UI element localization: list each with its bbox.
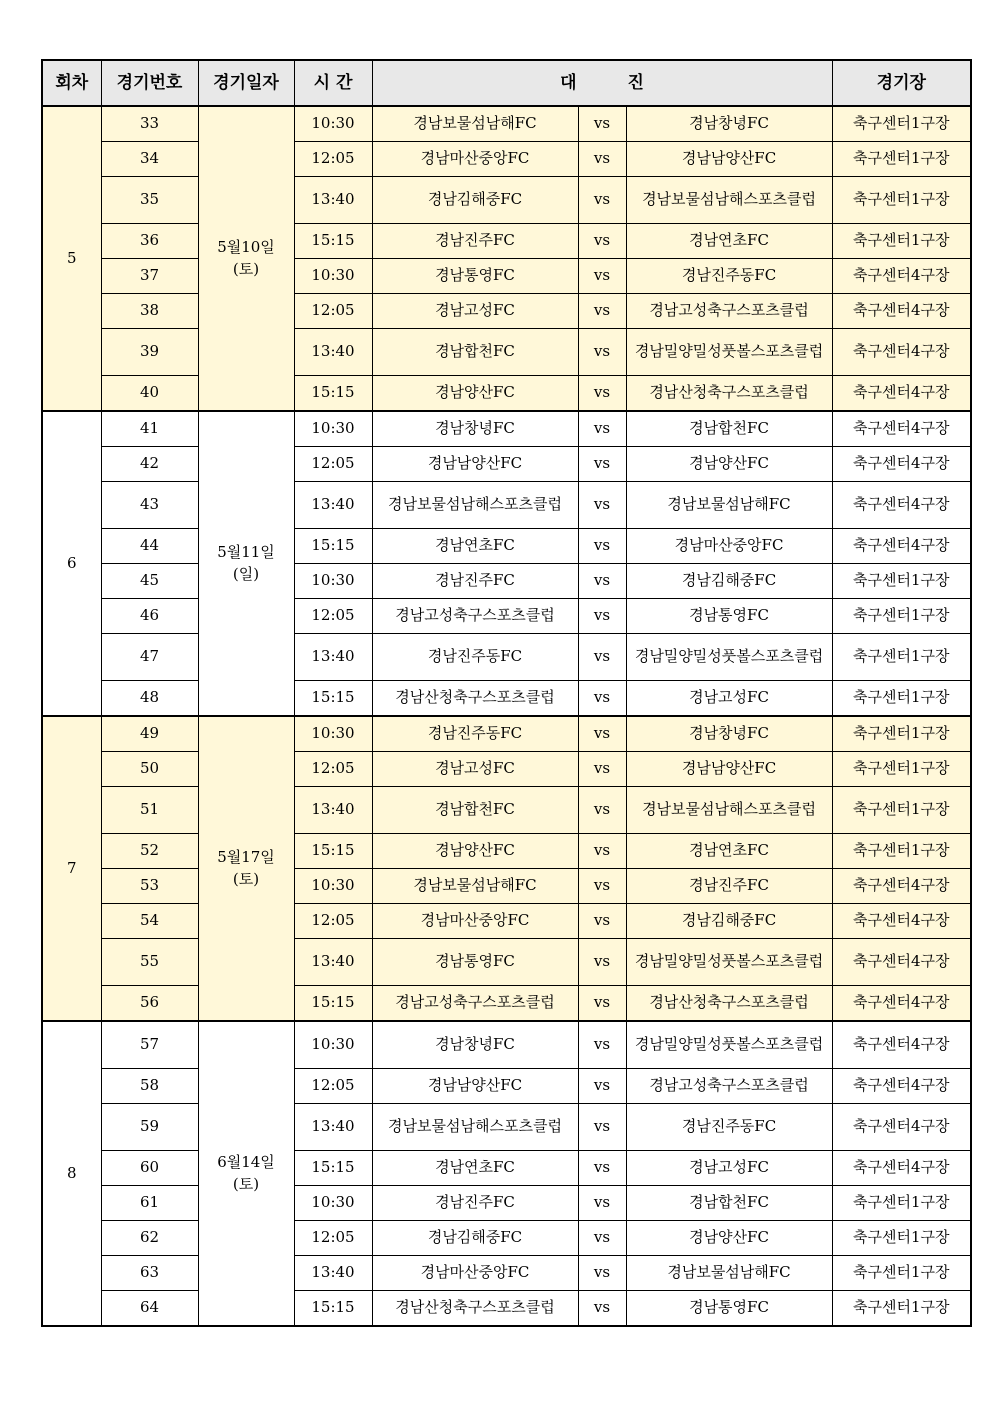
away-team-cell: 경남김해중FC xyxy=(626,564,832,599)
vs-cell: vs xyxy=(578,447,626,482)
home-team-cell: 경남산청축구스포츠클럽 xyxy=(372,1291,578,1327)
away-team-cell: 경남합천FC xyxy=(626,411,832,447)
time-cell: 13:40 xyxy=(294,787,372,834)
match-no-cell: 34 xyxy=(101,142,198,177)
match-no-cell: 51 xyxy=(101,787,198,834)
table-row xyxy=(42,681,971,717)
match-no-cell: 39 xyxy=(101,329,198,376)
match-date: 6월14일 xyxy=(217,1152,275,1171)
vs-cell: vs xyxy=(578,482,626,529)
table-row xyxy=(42,716,971,752)
vs-cell: vs xyxy=(578,834,626,869)
venue-cell: 축구센터4구장 xyxy=(832,329,971,376)
away-team-cell: 경남남양산FC xyxy=(626,752,832,787)
vs-cell: vs xyxy=(578,869,626,904)
date-cell xyxy=(198,1021,294,1326)
match-no-cell: 61 xyxy=(101,1186,198,1221)
away-team-cell: 경남밀양밀성풋볼스포츠클럽 xyxy=(626,939,832,986)
away-team-cell: 경남합천FC xyxy=(626,1186,832,1221)
match-no-cell: 60 xyxy=(101,1151,198,1186)
match-no-cell: 45 xyxy=(101,564,198,599)
vs-cell: vs xyxy=(578,986,626,1022)
time-cell: 10:30 xyxy=(294,1021,372,1069)
venue-cell: 축구센터1구장 xyxy=(832,1186,971,1221)
table-row xyxy=(42,376,971,412)
vs-cell: vs xyxy=(578,1256,626,1291)
table-row xyxy=(42,294,971,329)
time-cell: 12:05 xyxy=(294,1069,372,1104)
match-no-cell: 63 xyxy=(101,1256,198,1291)
away-team-cell: 경남김해중FC xyxy=(626,904,832,939)
vs-cell: vs xyxy=(578,1291,626,1327)
home-team-cell: 경남고성FC xyxy=(372,752,578,787)
away-team-cell: 경남양산FC xyxy=(626,1221,832,1256)
vs-cell: vs xyxy=(578,106,626,142)
schedule-body xyxy=(42,106,971,1326)
away-team-cell: 경남진주동FC xyxy=(626,1104,832,1151)
table-row xyxy=(42,1221,971,1256)
match-day-of-week: (토) xyxy=(232,1174,260,1193)
home-team-cell: 경남산청축구스포츠클럽 xyxy=(372,681,578,717)
table-row xyxy=(42,224,971,259)
venue-cell: 축구센터4구장 xyxy=(832,447,971,482)
venue-cell: 축구센터1구장 xyxy=(832,142,971,177)
table-row xyxy=(42,1069,971,1104)
table-row xyxy=(42,1186,971,1221)
away-team-cell: 경남밀양밀성풋볼스포츠클럽 xyxy=(626,329,832,376)
round-cell: 5 xyxy=(42,106,101,411)
match-date: 5월10일 xyxy=(217,237,275,256)
venue-cell: 축구센터1구장 xyxy=(832,1256,971,1291)
round-cell: 8 xyxy=(42,1021,101,1326)
venue-cell: 축구센터1구장 xyxy=(832,834,971,869)
table-row xyxy=(42,329,971,376)
match-day-of-week: (토) xyxy=(232,259,260,278)
header-row xyxy=(42,60,971,106)
time-cell: 10:30 xyxy=(294,716,372,752)
home-team-cell: 경남합천FC xyxy=(372,787,578,834)
time-cell: 10:30 xyxy=(294,259,372,294)
vs-cell: vs xyxy=(578,142,626,177)
match-no-cell: 43 xyxy=(101,482,198,529)
home-team-cell: 경남양산FC xyxy=(372,376,578,412)
table-row xyxy=(42,564,971,599)
match-no-cell: 59 xyxy=(101,1104,198,1151)
venue-cell: 축구센터4구장 xyxy=(832,1104,971,1151)
match-date: 5월11일 xyxy=(217,542,275,561)
away-team-cell: 경남밀양밀성풋볼스포츠클럽 xyxy=(626,1021,832,1069)
time-cell: 15:15 xyxy=(294,681,372,717)
home-team-cell: 경남연초FC xyxy=(372,529,578,564)
time-cell: 13:40 xyxy=(294,1104,372,1151)
table-row xyxy=(42,177,971,224)
time-cell: 13:40 xyxy=(294,939,372,986)
time-cell: 12:05 xyxy=(294,752,372,787)
time-cell: 10:30 xyxy=(294,564,372,599)
away-team-cell: 경남보물섬남해FC xyxy=(626,1256,832,1291)
time-cell: 15:15 xyxy=(294,376,372,412)
table-row xyxy=(42,939,971,986)
venue-cell: 축구센터1구장 xyxy=(832,681,971,717)
time-cell: 13:40 xyxy=(294,482,372,529)
table-row xyxy=(42,1291,971,1327)
venue-cell: 축구센터1구장 xyxy=(832,716,971,752)
date-cell xyxy=(198,411,294,716)
away-team-cell: 경남남양산FC xyxy=(626,142,832,177)
vs-cell: vs xyxy=(578,224,626,259)
match-no-cell: 64 xyxy=(101,1291,198,1327)
table-row xyxy=(42,834,971,869)
time-cell: 12:05 xyxy=(294,599,372,634)
away-team-cell: 경남산청축구스포츠클럽 xyxy=(626,986,832,1022)
match-no-cell: 54 xyxy=(101,904,198,939)
match-no-cell: 44 xyxy=(101,529,198,564)
table-row xyxy=(42,1256,971,1291)
home-team-cell: 경남연초FC xyxy=(372,1151,578,1186)
match-no-cell: 47 xyxy=(101,634,198,681)
venue-cell: 축구센터1구장 xyxy=(832,634,971,681)
venue-cell: 축구센터1구장 xyxy=(832,599,971,634)
time-cell: 13:40 xyxy=(294,1256,372,1291)
away-team-cell: 경남연초FC xyxy=(626,224,832,259)
away-team-cell: 경남산청축구스포츠클럽 xyxy=(626,376,832,412)
header-round: 회차 xyxy=(42,60,101,106)
vs-cell: vs xyxy=(578,259,626,294)
match-date: 5월17일 xyxy=(217,847,275,866)
home-team-cell: 경남남양산FC xyxy=(372,1069,578,1104)
table-row xyxy=(42,1021,971,1069)
home-team-cell: 경남마산중앙FC xyxy=(372,142,578,177)
table-row xyxy=(42,529,971,564)
away-team-cell: 경남통영FC xyxy=(626,1291,832,1327)
time-cell: 15:15 xyxy=(294,986,372,1022)
venue-cell: 축구센터4구장 xyxy=(832,1151,971,1186)
home-team-cell: 경남남양산FC xyxy=(372,447,578,482)
venue-cell: 축구센터4구장 xyxy=(832,294,971,329)
away-team-cell: 경남마산중앙FC xyxy=(626,529,832,564)
home-team-cell: 경남마산중앙FC xyxy=(372,904,578,939)
match-no-cell: 38 xyxy=(101,294,198,329)
match-no-cell: 40 xyxy=(101,376,198,412)
venue-cell: 축구센터4구장 xyxy=(832,1021,971,1069)
match-no-cell: 56 xyxy=(101,986,198,1022)
vs-cell: vs xyxy=(578,1151,626,1186)
home-team-cell: 경남진주FC xyxy=(372,224,578,259)
table-row xyxy=(42,482,971,529)
home-team-cell: 경남고성FC xyxy=(372,294,578,329)
vs-cell: vs xyxy=(578,599,626,634)
header-matchup: 대 진 xyxy=(372,60,832,106)
away-team-cell: 경남진주FC xyxy=(626,869,832,904)
vs-cell: vs xyxy=(578,1104,626,1151)
home-team-cell: 경남보물섬남해FC xyxy=(372,106,578,142)
time-cell: 12:05 xyxy=(294,294,372,329)
date-cell xyxy=(198,716,294,1021)
match-no-cell: 53 xyxy=(101,869,198,904)
away-team-cell: 경남보물섬남해FC xyxy=(626,482,832,529)
vs-cell: vs xyxy=(578,329,626,376)
table-row xyxy=(42,634,971,681)
time-cell: 12:05 xyxy=(294,1221,372,1256)
venue-cell: 축구센터1구장 xyxy=(832,106,971,142)
match-no-cell: 41 xyxy=(101,411,198,447)
table-row xyxy=(42,106,971,142)
match-no-cell: 37 xyxy=(101,259,198,294)
home-team-cell: 경남보물섬남해스포츠클럽 xyxy=(372,482,578,529)
match-no-cell: 49 xyxy=(101,716,198,752)
table-row xyxy=(42,599,971,634)
vs-cell: vs xyxy=(578,1186,626,1221)
match-day-of-week: (일) xyxy=(232,564,260,583)
table-row xyxy=(42,447,971,482)
venue-cell: 축구센터4구장 xyxy=(832,376,971,412)
time-cell: 15:15 xyxy=(294,224,372,259)
away-team-cell: 경남창녕FC xyxy=(626,106,832,142)
home-team-cell: 경남김해중FC xyxy=(372,177,578,224)
home-team-cell: 경남진주동FC xyxy=(372,716,578,752)
header-time: 시 간 xyxy=(294,60,372,106)
vs-cell: vs xyxy=(578,787,626,834)
time-cell: 13:40 xyxy=(294,634,372,681)
home-team-cell: 경남고성축구스포츠클럽 xyxy=(372,986,578,1022)
venue-cell: 축구센터4구장 xyxy=(832,869,971,904)
venue-cell: 축구센터1구장 xyxy=(832,1221,971,1256)
venue-cell: 축구센터1구장 xyxy=(832,224,971,259)
vs-cell: vs xyxy=(578,904,626,939)
match-no-cell: 42 xyxy=(101,447,198,482)
away-team-cell: 경남진주동FC xyxy=(626,259,832,294)
home-team-cell: 경남보물섬남해FC xyxy=(372,869,578,904)
time-cell: 15:15 xyxy=(294,1291,372,1327)
match-no-cell: 55 xyxy=(101,939,198,986)
home-team-cell: 경남진주동FC xyxy=(372,634,578,681)
time-cell: 12:05 xyxy=(294,904,372,939)
away-team-cell: 경남고성FC xyxy=(626,681,832,717)
match-no-cell: 35 xyxy=(101,177,198,224)
venue-cell: 축구센터1구장 xyxy=(832,1291,971,1327)
table-row xyxy=(42,1151,971,1186)
vs-cell: vs xyxy=(578,411,626,447)
venue-cell: 축구센터1구장 xyxy=(832,177,971,224)
vs-cell: vs xyxy=(578,752,626,787)
venue-cell: 축구센터1구장 xyxy=(832,787,971,834)
table-row xyxy=(42,142,971,177)
away-team-cell: 경남고성축구스포츠클럽 xyxy=(626,294,832,329)
match-no-cell: 62 xyxy=(101,1221,198,1256)
venue-cell: 축구센터1구장 xyxy=(832,564,971,599)
time-cell: 13:40 xyxy=(294,329,372,376)
match-schedule-table xyxy=(41,59,972,1327)
time-cell: 15:15 xyxy=(294,834,372,869)
header-match-no: 경기번호 xyxy=(101,60,198,106)
venue-cell: 축구센터4구장 xyxy=(832,904,971,939)
time-cell: 12:05 xyxy=(294,142,372,177)
home-team-cell: 경남김해중FC xyxy=(372,1221,578,1256)
venue-cell: 축구센터4구장 xyxy=(832,482,971,529)
vs-cell: vs xyxy=(578,529,626,564)
table-row xyxy=(42,787,971,834)
venue-cell: 축구센터4구장 xyxy=(832,939,971,986)
date-cell xyxy=(198,106,294,411)
time-cell: 10:30 xyxy=(294,1186,372,1221)
table-row xyxy=(42,1104,971,1151)
time-cell: 15:15 xyxy=(294,1151,372,1186)
time-cell: 10:30 xyxy=(294,411,372,447)
venue-cell: 축구센터4구장 xyxy=(832,1069,971,1104)
away-team-cell: 경남연초FC xyxy=(626,834,832,869)
venue-cell: 축구센터4구장 xyxy=(832,986,971,1022)
venue-cell: 축구센터1구장 xyxy=(832,752,971,787)
header-venue: 경기장 xyxy=(832,60,971,106)
time-cell: 13:40 xyxy=(294,177,372,224)
vs-cell: vs xyxy=(578,681,626,717)
match-no-cell: 50 xyxy=(101,752,198,787)
match-day-of-week: (토) xyxy=(232,869,260,888)
away-team-cell: 경남고성축구스포츠클럽 xyxy=(626,1069,832,1104)
home-team-cell: 경남진주FC xyxy=(372,1186,578,1221)
away-team-cell: 경남보물섬남해스포츠클럽 xyxy=(626,787,832,834)
header-date: 경기일자 xyxy=(198,60,294,106)
home-team-cell: 경남양산FC xyxy=(372,834,578,869)
home-team-cell: 경남창녕FC xyxy=(372,1021,578,1069)
table-row xyxy=(42,259,971,294)
time-cell: 10:30 xyxy=(294,869,372,904)
away-team-cell: 경남양산FC xyxy=(626,447,832,482)
table-row xyxy=(42,752,971,787)
round-cell: 6 xyxy=(42,411,101,716)
time-cell: 12:05 xyxy=(294,447,372,482)
vs-cell: vs xyxy=(578,376,626,412)
vs-cell: vs xyxy=(578,634,626,681)
vs-cell: vs xyxy=(578,177,626,224)
home-team-cell: 경남고성축구스포츠클럽 xyxy=(372,599,578,634)
table-row xyxy=(42,904,971,939)
round-cell: 7 xyxy=(42,716,101,1021)
vs-cell: vs xyxy=(578,1021,626,1069)
match-no-cell: 48 xyxy=(101,681,198,717)
home-team-cell: 경남진주FC xyxy=(372,564,578,599)
home-team-cell: 경남마산중앙FC xyxy=(372,1256,578,1291)
table-row xyxy=(42,869,971,904)
home-team-cell: 경남통영FC xyxy=(372,939,578,986)
match-no-cell: 58 xyxy=(101,1069,198,1104)
vs-cell: vs xyxy=(578,564,626,599)
home-team-cell: 경남창녕FC xyxy=(372,411,578,447)
away-team-cell: 경남고성FC xyxy=(626,1151,832,1186)
match-no-cell: 36 xyxy=(101,224,198,259)
home-team-cell: 경남보물섬남해스포츠클럽 xyxy=(372,1104,578,1151)
away-team-cell: 경남보물섬남해스포츠클럽 xyxy=(626,177,832,224)
match-no-cell: 57 xyxy=(101,1021,198,1069)
vs-cell: vs xyxy=(578,1221,626,1256)
table-row xyxy=(42,411,971,447)
away-team-cell: 경남창녕FC xyxy=(626,716,832,752)
vs-cell: vs xyxy=(578,294,626,329)
match-no-cell: 33 xyxy=(101,106,198,142)
home-team-cell: 경남합천FC xyxy=(372,329,578,376)
match-no-cell: 52 xyxy=(101,834,198,869)
venue-cell: 축구센터4구장 xyxy=(832,411,971,447)
time-cell: 15:15 xyxy=(294,529,372,564)
vs-cell: vs xyxy=(578,939,626,986)
venue-cell: 축구센터4구장 xyxy=(832,259,971,294)
away-team-cell: 경남통영FC xyxy=(626,599,832,634)
vs-cell: vs xyxy=(578,716,626,752)
venue-cell: 축구센터4구장 xyxy=(832,529,971,564)
time-cell: 10:30 xyxy=(294,106,372,142)
away-team-cell: 경남밀양밀성풋볼스포츠클럽 xyxy=(626,634,832,681)
vs-cell: vs xyxy=(578,1069,626,1104)
home-team-cell: 경남통영FC xyxy=(372,259,578,294)
match-no-cell: 46 xyxy=(101,599,198,634)
table-row xyxy=(42,986,971,1022)
